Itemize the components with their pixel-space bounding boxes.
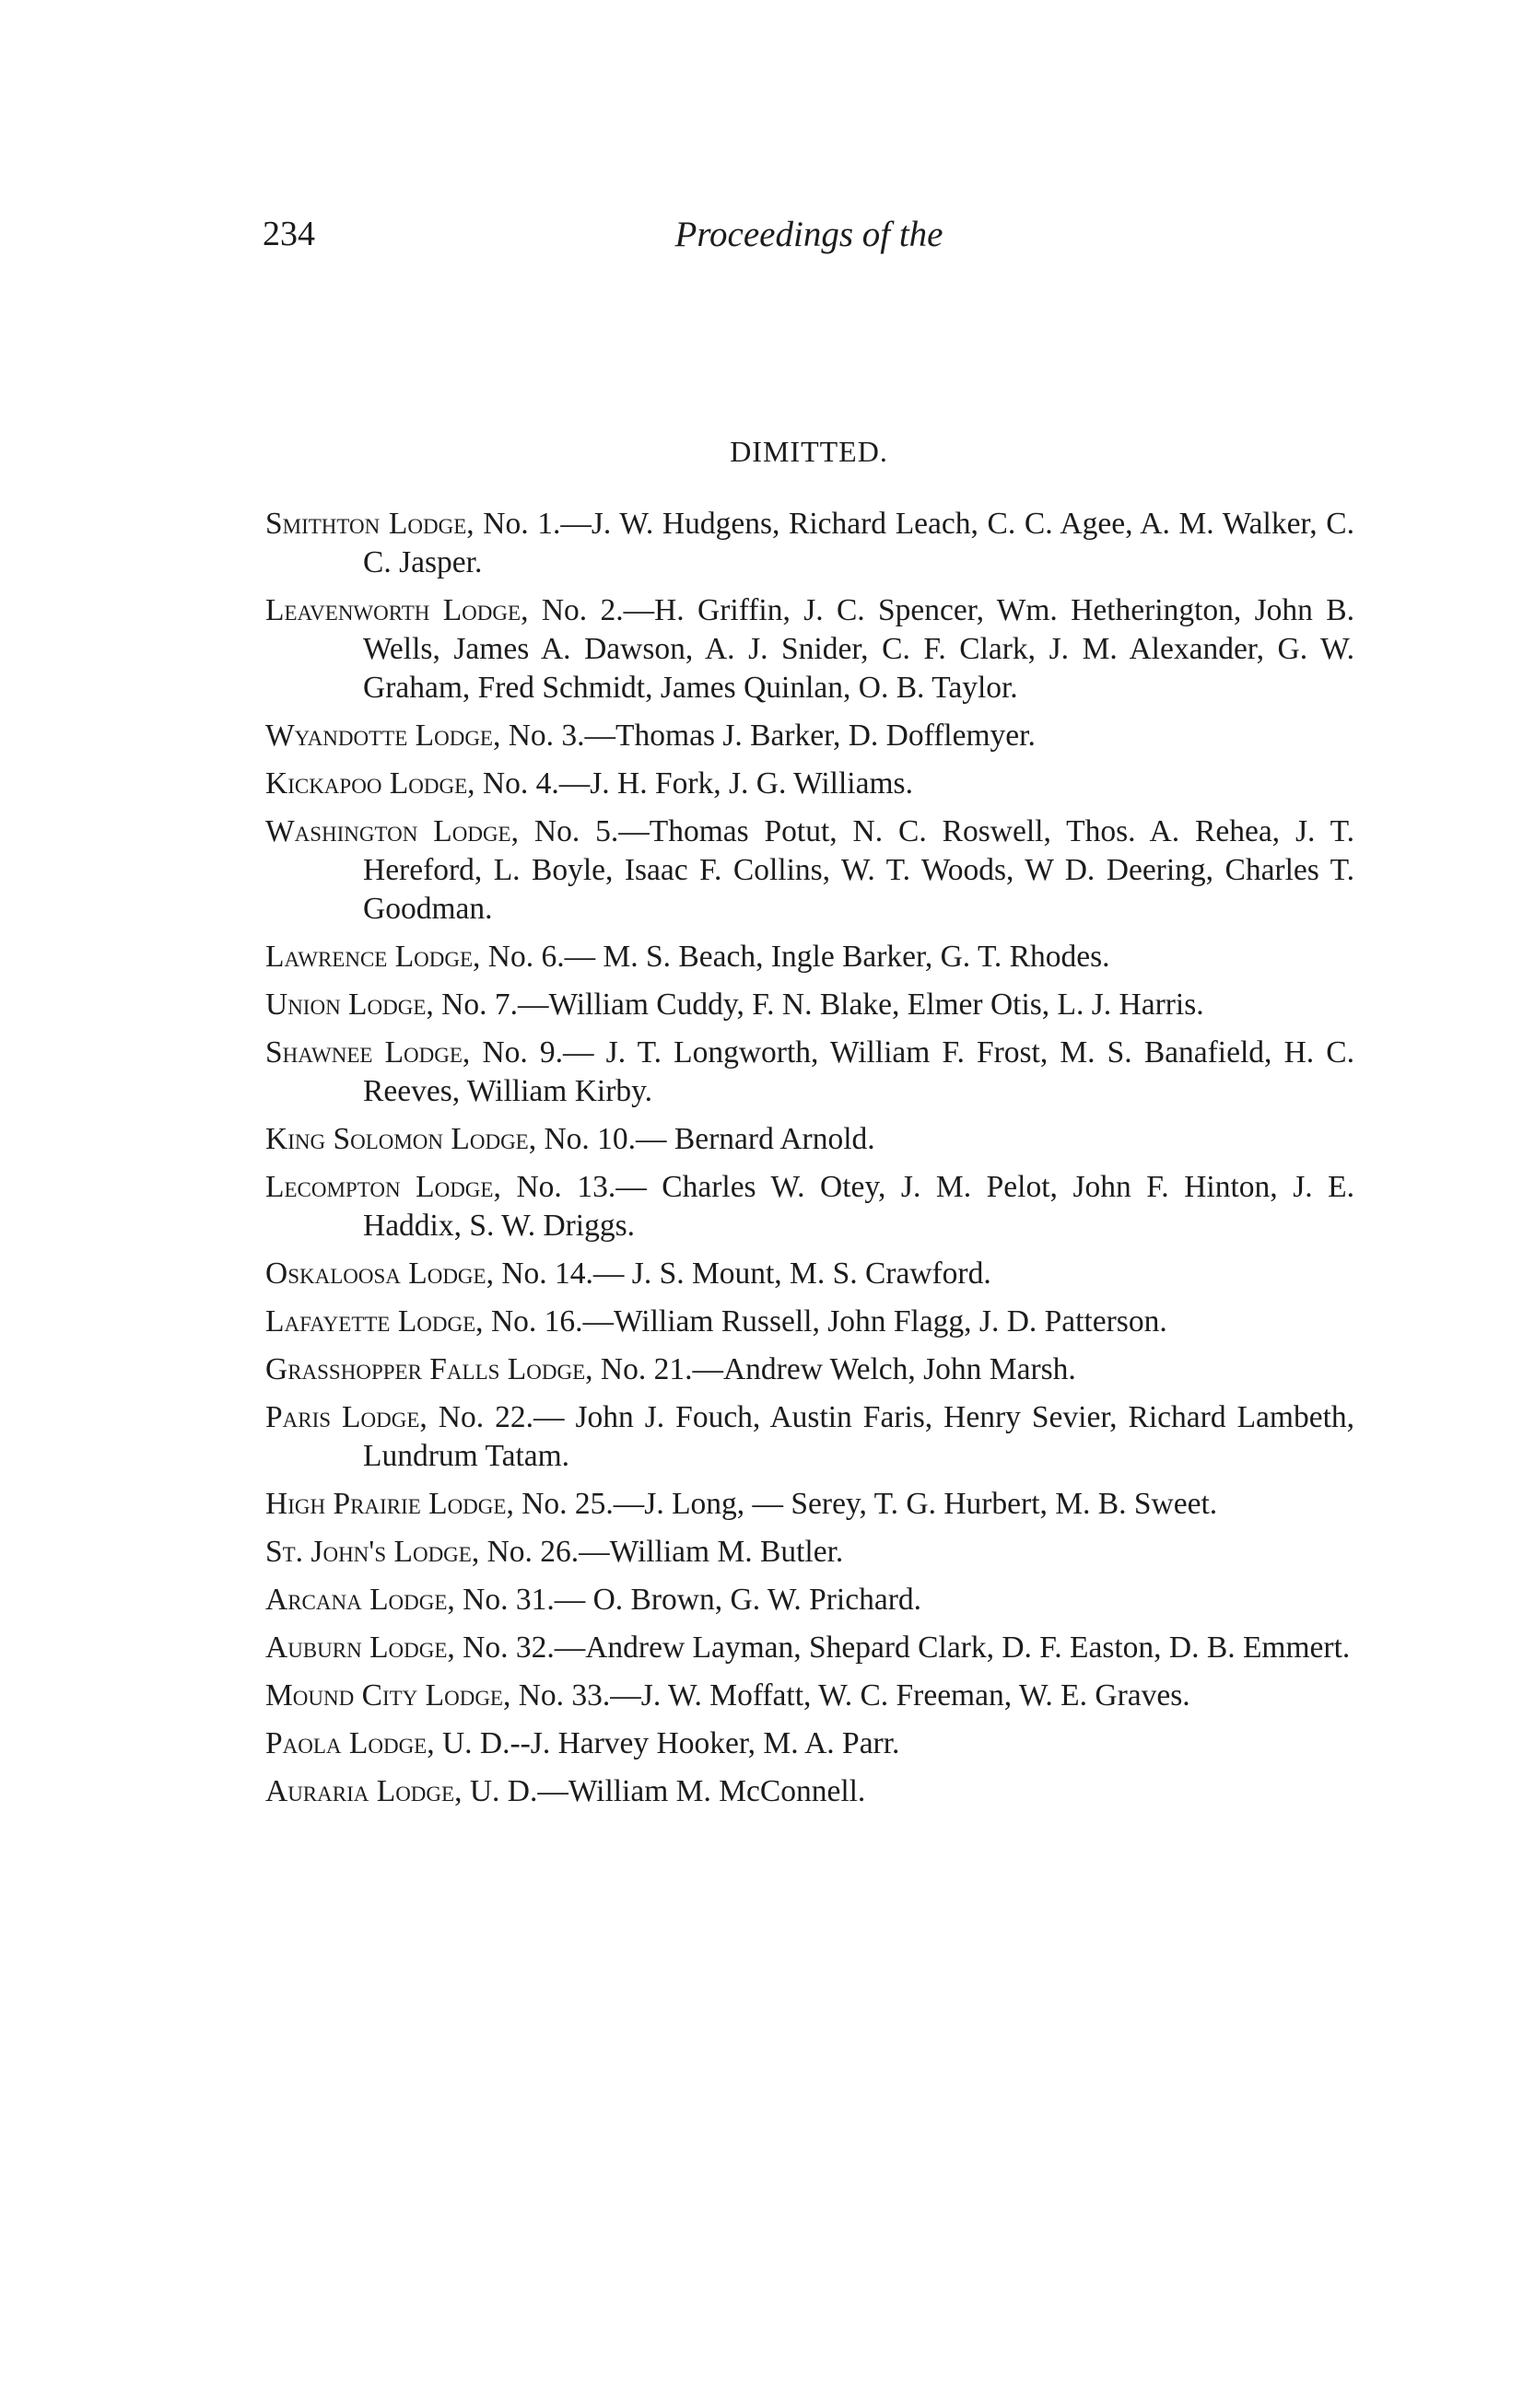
lodge-name: Shawnee Lodge, [265,1035,471,1070]
page-number: 234 [263,215,315,253]
lodge-name: Wyandotte Lodge, [265,719,501,753]
entry-details: No. 22.— John J. Fouch, Austin Faris, Henry Sevier, Richard Lambeth, Lundrum Tatam. [363,1400,1355,1473]
list-item [265,1629,1354,1667]
entry-details: No. 14.— J. S. Mount, M. S. Crawford. [501,1257,991,1291]
section-title: DIMITTED. [730,435,888,468]
entry-details: No. 13.— Charles W. Otey, J. M. Pelot, John F. Hinton, J. E. Haddix, S. W. Driggs. [363,1170,1355,1243]
lodge-name: Arcana Lodge, [265,1583,455,1617]
list-item [265,812,1354,929]
lodge-name: Mound City Lodge, [265,1678,511,1712]
lodge-name: Lecompton Lodge, [265,1170,501,1204]
entry-details: No. 4.—J. H. Fork, J. G. Williams. [482,766,913,801]
entry-details: No. 9.— J. T. Longworth, William F. Frost, M. S. Banafield, H. C. Reeves, William Kirby. [363,1035,1354,1108]
lodge-name: Washington Lodge, [265,814,519,848]
lodge-name: Auraria Lodge, [265,1774,463,1808]
lodge-name: Grasshopper Falls Lodge, [265,1352,593,1386]
list-item [265,1303,1354,1341]
lodge-name: Paris Lodge, [265,1400,428,1434]
entry-details: No. 2.—H. Griffin, J. C. Spencer, Wm. Hetherington, John B. Wells, James A. Dawson, A. J. Snider, C. F. Clark, J. M. Alexander, G. W. Graham, Fred Schmidt, James Quinlan, O. B. Taylor. [363,593,1354,705]
list-item [265,717,1354,755]
list-item [265,1350,1354,1389]
lodge-name: Oskaloosa Lodge, [265,1257,494,1291]
lodge-name: King Solomon Lodge, [265,1122,537,1156]
list-item [265,938,1354,976]
list-item [265,1398,1354,1476]
list-item [265,1581,1354,1619]
entry-details: No. 16.—William Russell, John Flagg, J. D. Patterson. [490,1304,1167,1338]
entry-details: No. 33.—J. W. Moffatt, W. C. Freeman, W. E. Graves. [518,1678,1190,1712]
list-item [265,1677,1354,1715]
list-item [265,1120,1354,1159]
list-item [265,986,1354,1024]
entry-details: U. D.—William M. McConnell. [469,1774,866,1808]
lodge-name: Smithton Lodge, [265,507,475,541]
entry-details: No. 6.— M. S. Beach, Ingle Barker, G. T. Rhodes. [487,940,1110,974]
entry-details: No. 7.—William Cuddy, F. N. Blake, Elmer Otis, L. J. Harris. [441,988,1204,1022]
entry-details: No. 25.—J. Long, — Serey, T. G. Hurbert, M. B. Sweet. [521,1487,1218,1521]
lodge-name: Leavenworth Lodge, [265,593,529,627]
list-item [265,1168,1354,1245]
lodge-name: Kickapoo Lodge, [265,766,475,801]
lodge-name: Lafayette Lodge, [265,1304,484,1338]
entry-details: No. 32.—Andrew Layman, Shepard Clark, D. F. Easton, D. B. Emmert. [463,1631,1351,1665]
entry-details: U. D.--J. Harvey Hooker, M. A. Parr. [441,1726,900,1760]
list-item [265,1255,1354,1293]
entry-details: No. 1.—J. W. Hudgens, Richard Leach, C. C. Agee, A. M. Walker, C. C. Jasper. [363,507,1354,579]
entry-details: No. 31.— O. Brown, G. W. Prichard. [463,1583,921,1617]
list-item [265,1485,1354,1524]
entry-details: No. 3.—Thomas J. Barker, D. Dofflemyer. [508,719,1036,753]
dimitted-list [265,505,1354,1820]
lodge-name: Paola Lodge, [265,1726,435,1760]
lodge-name: High Prairie Lodge, [265,1487,514,1521]
list-item [265,1533,1354,1572]
entry-details: No. 10.— Bernard Arnold. [544,1122,875,1156]
list-item [265,1772,1354,1811]
lodge-name: Union Lodge, [265,988,434,1022]
list-item [265,1724,1354,1763]
entry-details: No. 26.—William M. Butler. [486,1535,844,1569]
list-item [265,591,1354,707]
page-header [263,214,1355,269]
running-title: Proceedings of the [674,215,943,254]
list-item [265,1034,1354,1111]
lodge-name: Lawrence Lodge, [265,940,481,974]
entry-details: No. 21.—Andrew Welch, John Marsh. [600,1352,1076,1386]
list-item [265,765,1354,803]
list-item [265,505,1354,582]
lodge-name: St. John's Lodge, [265,1535,480,1569]
entry-details: No. 5.—Thomas Potut, N. C. Roswell, Thos. A. Rehea, J. T. Hereford, L. Boyle, Isaac F. Collins, W. T. Woods, W D. Deering, Charles T. Goodman. [363,814,1355,926]
lodge-name: Auburn Lodge, [265,1631,455,1665]
